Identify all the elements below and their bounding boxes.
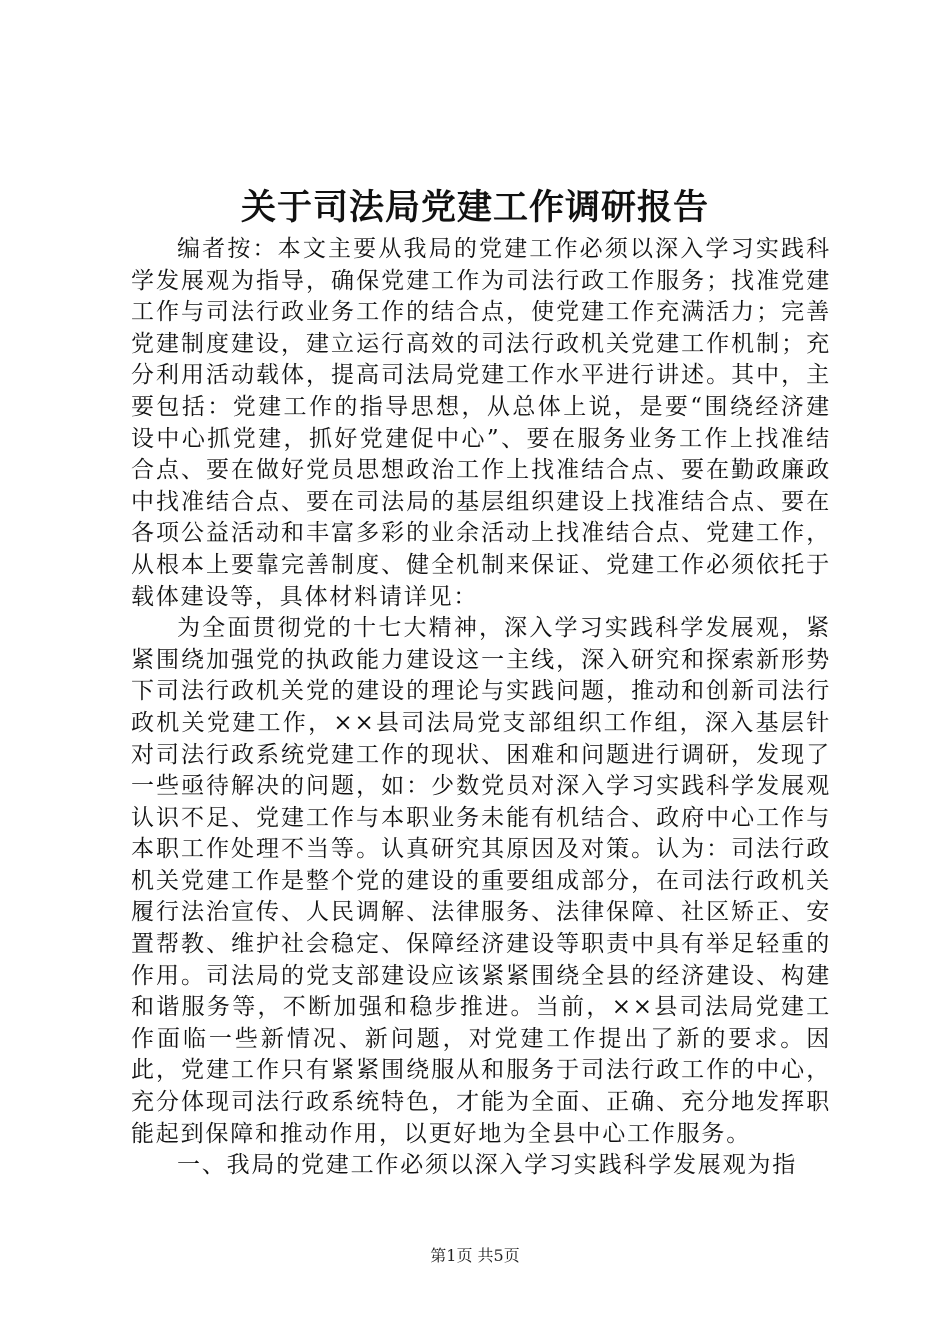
- paragraph-section-one: 一、我局的党建工作必须以深入学习实践科学发展观为指: [177, 1152, 797, 1179]
- document-title: 关于司法局党建工作调研报告: [240, 187, 709, 228]
- paragraph-intro: 为全面贯彻党的十七大精神，深入学习实践科学发展观，紧紧围绕加强党的执政能力建设这一主线，深入研究和探索新形势下司法行政机关党的建设的理论与实践问题，推动和创新司法行政机关党建工作，××县司法局党支部组织工作组，深入基层针对司法行政系统党建工作的现状、困难和问题进行调研，发现了一些亟待解决的问题，如：少数党员对深入学习实践科学发展观认识不足、党建工作与本职业务未能有机结合、政府中心工作与本职工作处理不当等。认真研究其原因及对策。认为：司法行政机关党建工作是整个党的建设的重要组成部分，在司法行政机关履行法治宣传、人民调解、法律服务、法律保障、社区矫正、安置帮教、维护社会稳定、保障经济建设等职责中具有举足轻重的作用。司法局的党支部建设应该紧紧围绕全县的经济建设、构建和谐服务等，不断加强和稳步推进。当前，××县司法局党建工作面临一些新情况、新问题，对党建工作提出了新的要求。因此，党建工作只有紧紧围绕服从和服务于司法行政工作的中心，充分体现司法行政系统特色，才能为全面、正确、充分地发挥职能起到保障和推动作用，以更好地为全县中心工作服务。: [131, 615, 831, 1147]
- paragraph-editor-note: 编者按：本文主要从我局的党建工作必须以深入学习实践科学发展观为指导，确保党建工作为司法行政工作服务；找准党建工作与司法行政业务工作的结合点，使党建工作充满活力；完善党建制度建设，建立运行高效的司法行政机关党建工作机制；充分利用活动载体，提高司法局党建工作水平进行讲述。其中，主要包括：党建工作的指导思想，从总体上说，是要“围绕经济建设中心抓党建，抓好党建促中心”、要在服务业务工作上找准结合点、要在做好党员思想政治工作上找准结合点、要在勤政廉政中找准结合点、要在司法局的基层组织建设上找准结合点、要在各项公益活动和丰富多彩的业余活动上找准结合点、党建工作，从根本上要靠完善制度、健全机制来保证、党建工作必须依托于载体建设等，具体材料请详见：: [131, 236, 831, 610]
- document-body: [131, 234, 831, 1182]
- page-number-footer: 第1页 共5页: [430, 1246, 520, 1265]
